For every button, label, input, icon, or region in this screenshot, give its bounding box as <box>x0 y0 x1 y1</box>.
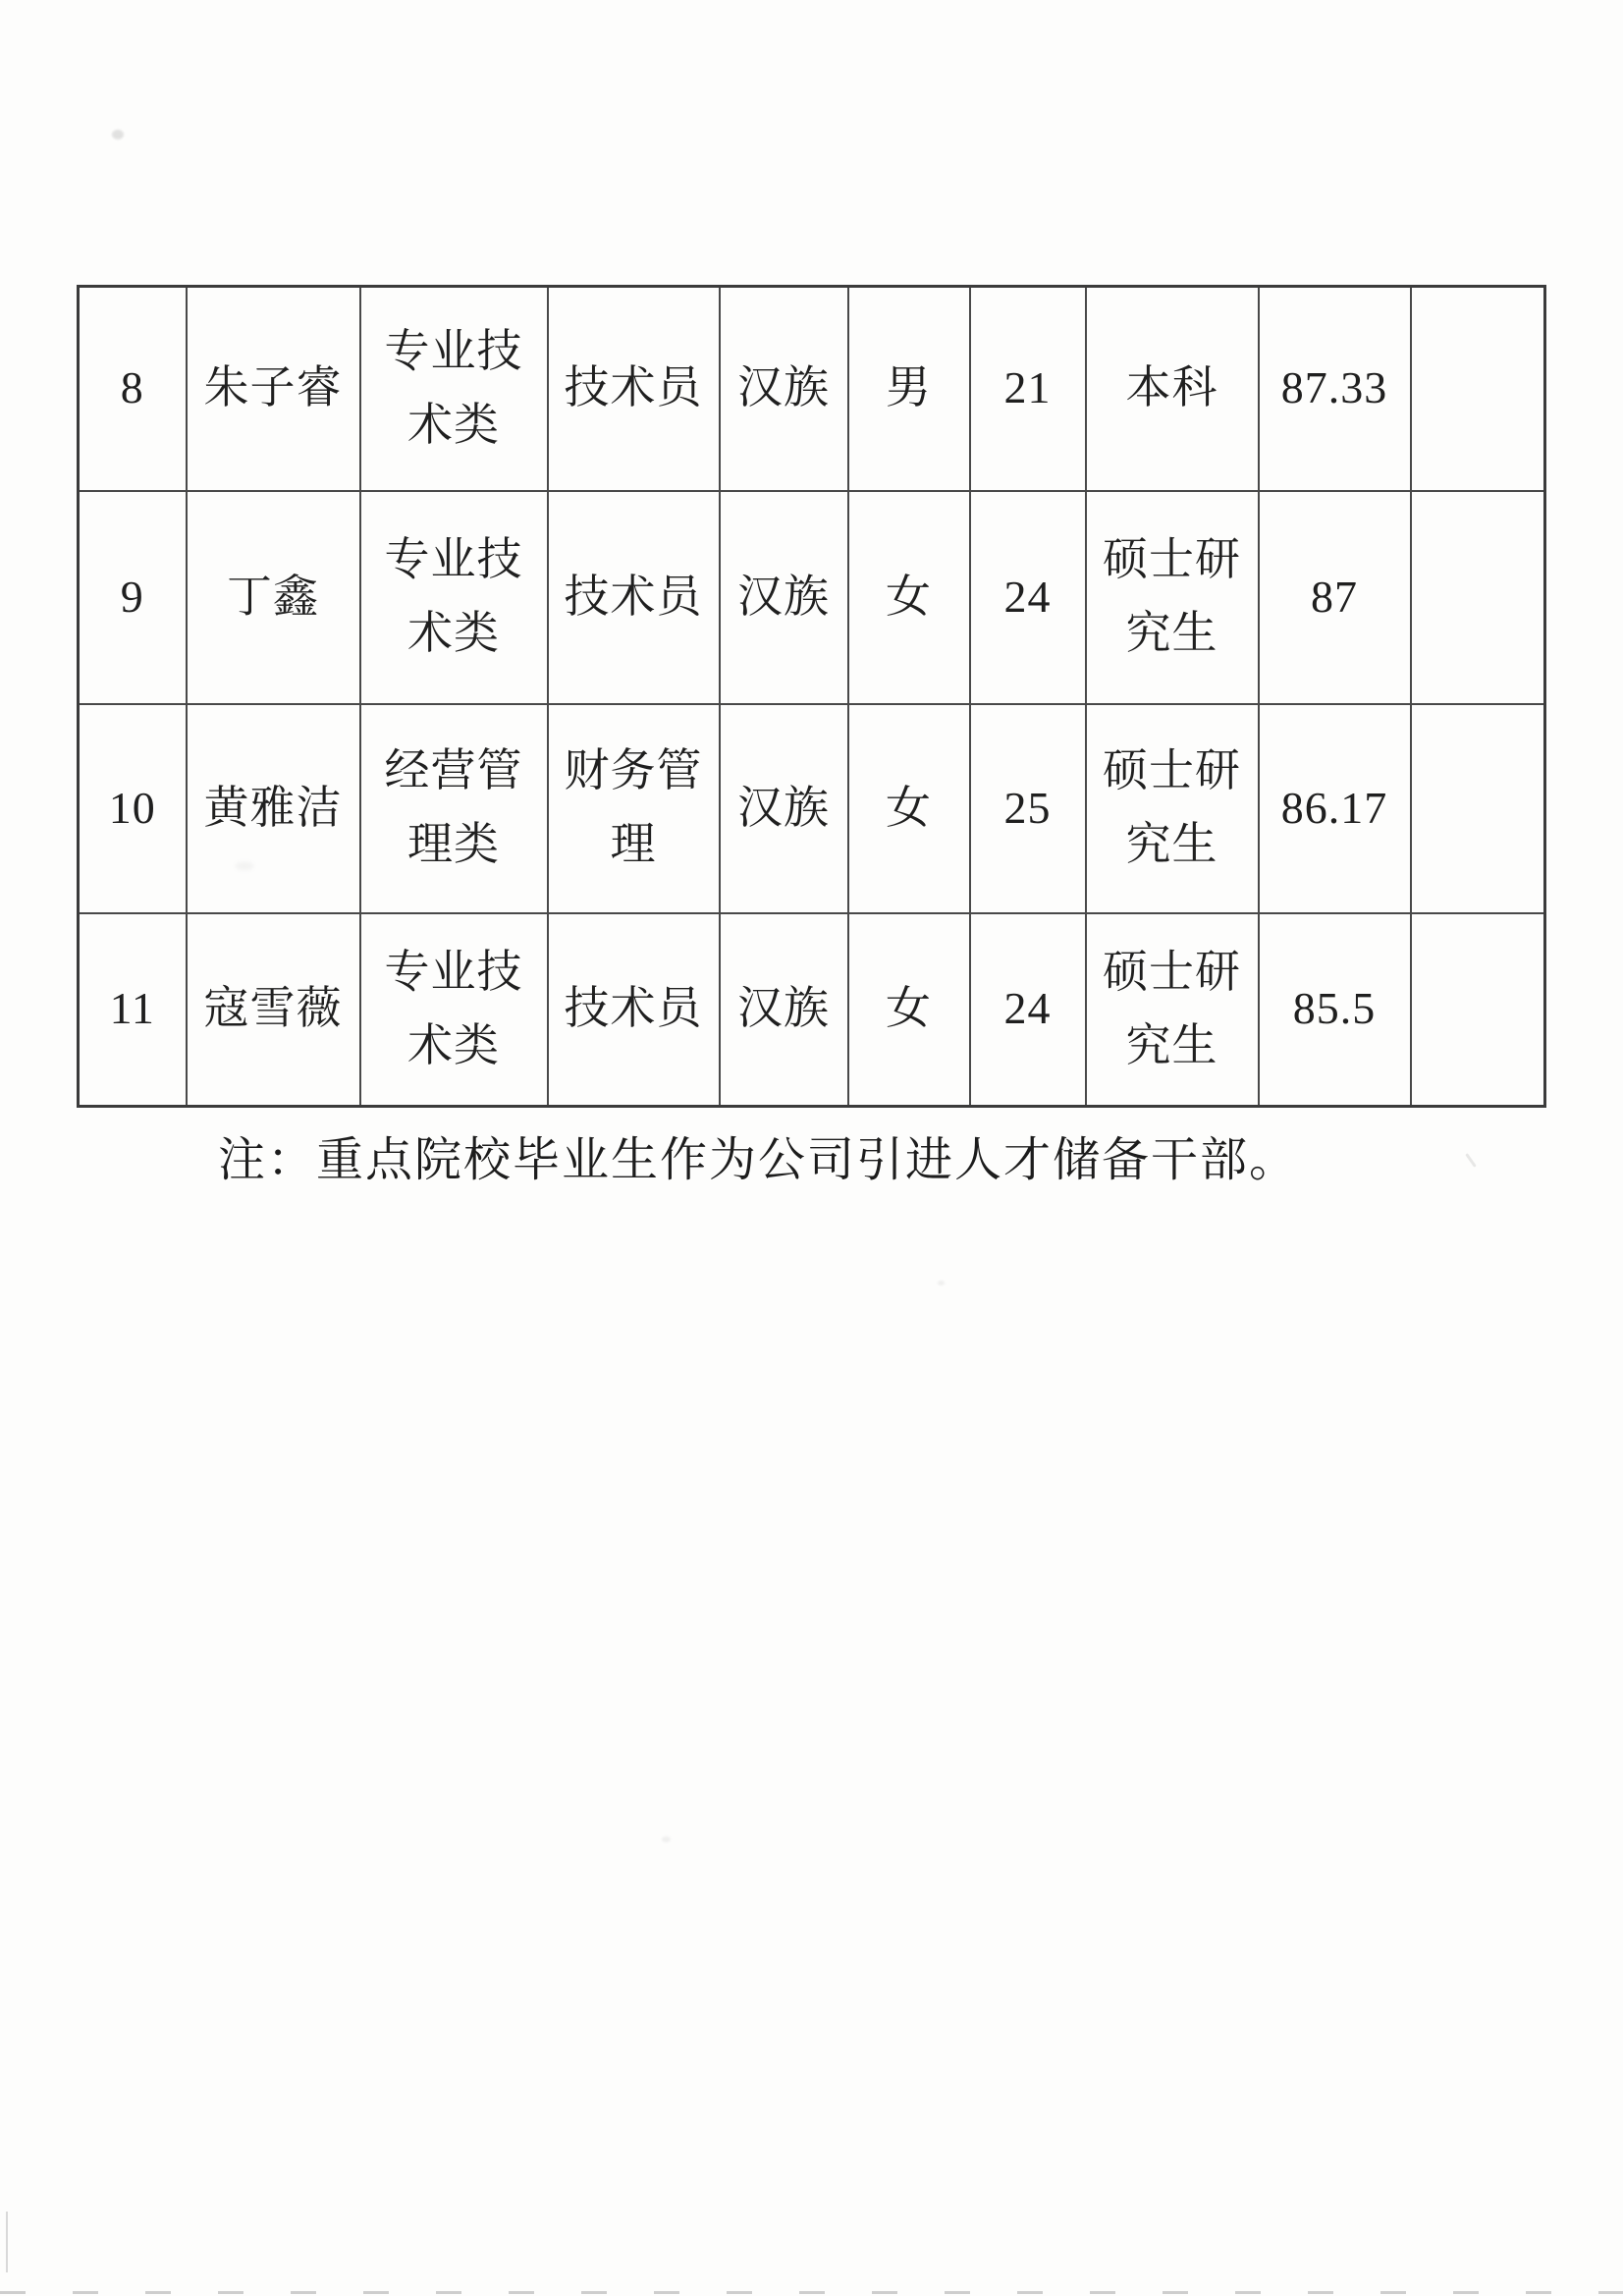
cell-index: 10 <box>79 704 187 913</box>
candidate-roster-table <box>77 285 1546 1108</box>
cell-score: 85.5 <box>1259 913 1411 1107</box>
cell-index: 11 <box>79 913 187 1107</box>
cell-index: 9 <box>79 491 187 704</box>
cell-education: 硕士研究生 <box>1086 704 1259 913</box>
scan-speckle <box>236 862 253 870</box>
table-row <box>79 287 1545 491</box>
cell-score: 87 <box>1259 491 1411 704</box>
cell-age: 24 <box>970 491 1086 704</box>
cell-category: 经营管理类 <box>360 704 548 913</box>
cell-gender: 女 <box>848 704 970 913</box>
cell-remark <box>1411 704 1545 913</box>
scan-speckle <box>1465 1153 1477 1168</box>
cell-remark <box>1411 287 1545 491</box>
cell-position: 财务管理 <box>548 704 720 913</box>
cell-ethnicity: 汉族 <box>720 704 848 913</box>
scan-speckle <box>662 1836 671 1842</box>
cell-age: 25 <box>970 704 1086 913</box>
scan-edge-artifact <box>0 2291 1623 2294</box>
cell-score: 87.33 <box>1259 287 1411 491</box>
cell-ethnicity: 汉族 <box>720 913 848 1107</box>
cell-name: 丁鑫 <box>187 491 360 704</box>
cell-ethnicity: 汉族 <box>720 491 848 704</box>
cell-name: 朱子睿 <box>187 287 360 491</box>
cell-remark <box>1411 913 1545 1107</box>
cell-ethnicity: 汉族 <box>720 287 848 491</box>
cell-education: 硕士研究生 <box>1086 913 1259 1107</box>
cell-gender: 男 <box>848 287 970 491</box>
cell-index: 8 <box>79 287 187 491</box>
cell-education: 本科 <box>1086 287 1259 491</box>
scan-speckle <box>938 1281 945 1285</box>
cell-gender: 女 <box>848 491 970 704</box>
cell-position: 技术员 <box>548 913 720 1107</box>
table-row <box>79 491 1545 704</box>
cell-gender: 女 <box>848 913 970 1107</box>
cell-education: 硕士研究生 <box>1086 491 1259 704</box>
cell-category: 专业技术类 <box>360 287 548 491</box>
cell-name: 黄雅洁 <box>187 704 360 913</box>
footnote: 注：重点院校毕业生作为公司引进人才储备干部。 <box>218 1134 1299 1186</box>
cell-age: 21 <box>970 287 1086 491</box>
cell-position: 技术员 <box>548 491 720 704</box>
cell-remark <box>1411 491 1545 704</box>
cell-position: 技术员 <box>548 287 720 491</box>
scan-edge-artifact <box>6 2212 8 2272</box>
scan-speckle <box>112 130 124 139</box>
cell-score: 86.17 <box>1259 704 1411 913</box>
table-row <box>79 704 1545 913</box>
cell-age: 24 <box>970 913 1086 1107</box>
cell-category: 专业技术类 <box>360 913 548 1107</box>
cell-name: 寇雪薇 <box>187 913 360 1107</box>
cell-category: 专业技术类 <box>360 491 548 704</box>
table-row <box>79 913 1545 1107</box>
